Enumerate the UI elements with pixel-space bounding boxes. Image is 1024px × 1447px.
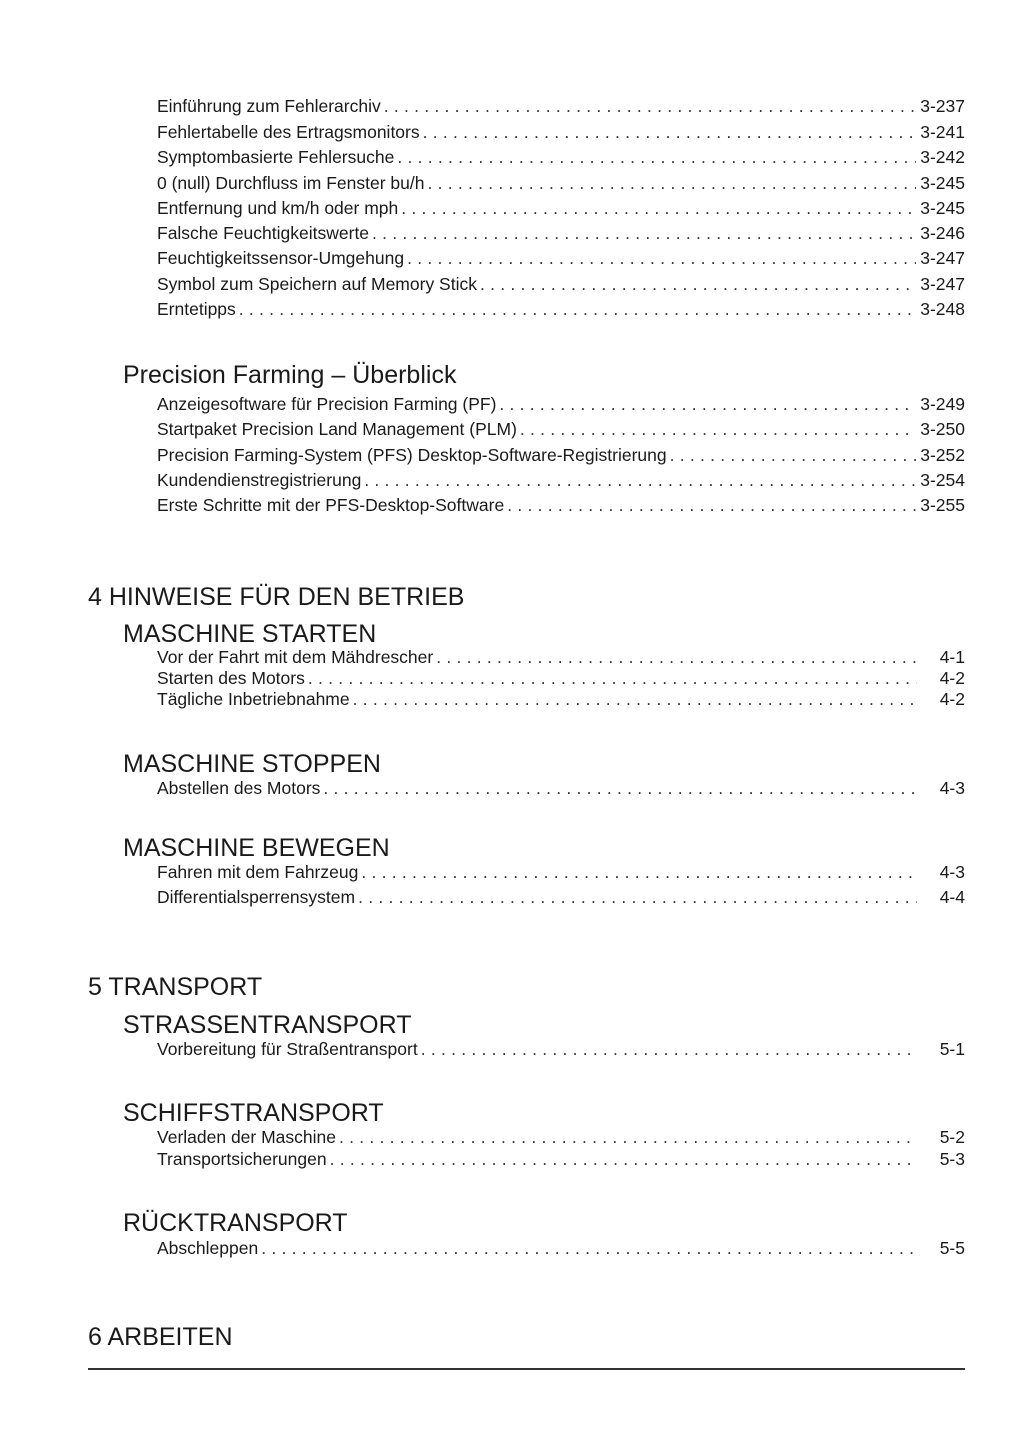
toc-entry-label: Feuchtigkeitssensor-Umgehung bbox=[157, 248, 405, 268]
toc-entry-label: Vor der Fahrt mit dem Mähdrescher bbox=[157, 647, 434, 667]
chapter-heading-5: 5 TRANSPORT bbox=[88, 973, 263, 1001]
toc-entry[interactable] bbox=[157, 1126, 965, 1148]
toc-entry-page: 4-4 bbox=[939, 887, 965, 907]
dot-leader bbox=[670, 444, 917, 466]
toc-entry-label: Symptombasierte Fehlersuche bbox=[157, 147, 395, 167]
toc-entry-page: 4-3 bbox=[939, 862, 965, 882]
toc-entry-label: Starten des Motors bbox=[157, 668, 305, 688]
section-heading-schiffstransport: SCHIFFSTRANSPORT bbox=[123, 1099, 384, 1127]
toc-entry-label: Vorbereitung für Straßentransport bbox=[157, 1039, 418, 1059]
dot-leader bbox=[507, 494, 916, 516]
section-heading-strassentransport: STRASSENTRANSPORT bbox=[123, 1011, 412, 1039]
dot-leader bbox=[323, 777, 917, 799]
toc-entry-page: 3-237 bbox=[920, 96, 965, 116]
toc-entry-label: Abschleppen bbox=[157, 1238, 259, 1258]
dot-leader bbox=[401, 197, 916, 219]
toc-entry-label: Einführung zum Fehlerarchiv bbox=[157, 96, 381, 116]
dot-leader bbox=[308, 667, 917, 689]
dot-leader bbox=[427, 172, 916, 194]
toc-entry[interactable] bbox=[157, 1038, 965, 1060]
toc-entry-label: Fahren mit dem Fahrzeug bbox=[157, 862, 359, 882]
toc-entry[interactable] bbox=[157, 886, 965, 908]
toc-entry-page: 3-245 bbox=[920, 198, 965, 218]
toc-entry-label: Tägliche Inbetriebnahme bbox=[157, 689, 350, 709]
toc-entry[interactable] bbox=[157, 688, 965, 710]
toc-entry[interactable] bbox=[157, 197, 965, 219]
toc-entry-page: 4-2 bbox=[939, 689, 965, 709]
toc-entry[interactable] bbox=[157, 1237, 965, 1259]
toc-entry-label: Anzeigesoftware für Precision Farming (PF) bbox=[157, 394, 497, 414]
section-heading-ruecktransport: RÜCKTRANSPORT bbox=[123, 1209, 348, 1237]
toc-entry-label: Erntetipps bbox=[157, 299, 236, 319]
toc-entry-label: Symbol zum Speichern auf Memory Stick bbox=[157, 274, 477, 294]
toc-entry[interactable] bbox=[157, 222, 965, 244]
toc-entry-page: 4-1 bbox=[939, 647, 965, 667]
dot-leader bbox=[261, 1237, 917, 1259]
toc-entry[interactable] bbox=[157, 1148, 965, 1170]
toc-entry-label: 0 (null) Durchfluss im Fenster bu/h bbox=[157, 173, 425, 193]
toc-entry-label: Transportsicherungen bbox=[157, 1149, 327, 1169]
chapter-heading-6: 6 ARBEITEN bbox=[88, 1323, 233, 1351]
toc-entry-page: 4-2 bbox=[939, 668, 965, 688]
dot-leader bbox=[499, 393, 916, 415]
toc-entry[interactable] bbox=[157, 667, 965, 689]
chapter-heading-4: 4 HINWEISE FÜR DEN BETRIEB bbox=[88, 583, 465, 611]
toc-entry[interactable] bbox=[157, 247, 965, 269]
toc-entry-label: Fehlertabelle des Ertragsmonitors bbox=[157, 122, 420, 142]
toc-entry-page: 4-3 bbox=[939, 778, 965, 798]
toc-entry-page: 3-245 bbox=[920, 173, 965, 193]
toc-entry-page: 5-1 bbox=[939, 1039, 965, 1059]
section-heading-precision-farming: Precision Farming – Überblick bbox=[123, 361, 457, 389]
toc-entry-label: Differentialsperrensystem bbox=[157, 887, 356, 907]
dot-leader bbox=[520, 418, 916, 440]
toc-entry-page: 3-242 bbox=[920, 147, 965, 167]
toc-entry-page: 3-246 bbox=[920, 223, 965, 243]
toc-entry[interactable] bbox=[157, 777, 965, 799]
dot-leader bbox=[353, 688, 917, 710]
toc-entry[interactable] bbox=[157, 298, 965, 320]
toc-entry-page: 3-250 bbox=[920, 419, 965, 439]
toc-entry[interactable] bbox=[157, 172, 965, 194]
dot-leader bbox=[358, 886, 917, 908]
toc-entry-label: Verladen der Maschine bbox=[157, 1127, 336, 1147]
toc-entry-page: 3-247 bbox=[920, 248, 965, 268]
toc-entry-label: Abstellen des Motors bbox=[157, 778, 321, 798]
dot-leader bbox=[421, 1038, 917, 1060]
toc-entry-page: 3-247 bbox=[920, 274, 965, 294]
dot-leader bbox=[423, 121, 917, 143]
dot-leader bbox=[330, 1148, 917, 1170]
dot-leader bbox=[361, 861, 917, 883]
section-heading-maschine-starten: MASCHINE STARTEN bbox=[123, 620, 377, 648]
toc-entry-label: Precision Farming-System (PFS) Desktop-Software-Registrierung bbox=[157, 445, 667, 465]
toc-entry-page: 3-255 bbox=[920, 495, 965, 515]
toc-entry[interactable] bbox=[157, 861, 965, 883]
dot-leader bbox=[480, 273, 916, 295]
dot-leader bbox=[397, 146, 916, 168]
toc-entry-label: Erste Schritte mit der PFS-Desktop-Software bbox=[157, 495, 505, 515]
toc-entry[interactable] bbox=[157, 469, 965, 491]
toc-entry[interactable] bbox=[157, 418, 965, 440]
toc-entry-label: Falsche Feuchtigkeitswerte bbox=[157, 223, 370, 243]
dot-leader bbox=[239, 298, 916, 320]
dot-leader bbox=[372, 222, 916, 244]
toc-entry[interactable] bbox=[157, 494, 965, 516]
toc-entry[interactable] bbox=[157, 444, 965, 466]
toc-entry-page: 3-249 bbox=[920, 394, 965, 414]
toc-entry-page: 5-2 bbox=[939, 1127, 965, 1147]
section-heading-maschine-stoppen: MASCHINE STOPPEN bbox=[123, 750, 381, 778]
bottom-divider bbox=[88, 1368, 965, 1370]
toc-entry-page: 5-5 bbox=[939, 1238, 965, 1258]
toc-entry-label: Startpaket Precision Land Management (PLM) bbox=[157, 419, 517, 439]
toc-entry-page: 3-241 bbox=[920, 122, 965, 142]
toc-entry[interactable] bbox=[157, 273, 965, 295]
toc-entry-page: 3-248 bbox=[920, 299, 965, 319]
toc-entry[interactable] bbox=[157, 646, 965, 668]
toc-entry-label: Kundendienstregistrierung bbox=[157, 470, 362, 490]
toc-entry-page: 3-252 bbox=[920, 445, 965, 465]
toc-entry[interactable] bbox=[157, 121, 965, 143]
toc-entry[interactable] bbox=[157, 95, 965, 117]
toc-entry-page: 5-3 bbox=[939, 1149, 965, 1169]
dot-leader bbox=[436, 646, 917, 668]
toc-entry-label: Entfernung und km/h oder mph bbox=[157, 198, 399, 218]
section-heading-maschine-bewegen: MASCHINE BEWEGEN bbox=[123, 834, 390, 862]
dot-leader bbox=[339, 1126, 917, 1148]
toc-entry[interactable] bbox=[157, 146, 965, 168]
dot-leader bbox=[364, 469, 916, 491]
toc-entry[interactable] bbox=[157, 393, 965, 415]
toc-entry-page: 3-254 bbox=[920, 470, 965, 490]
dot-leader bbox=[384, 95, 917, 117]
dot-leader bbox=[407, 247, 916, 269]
